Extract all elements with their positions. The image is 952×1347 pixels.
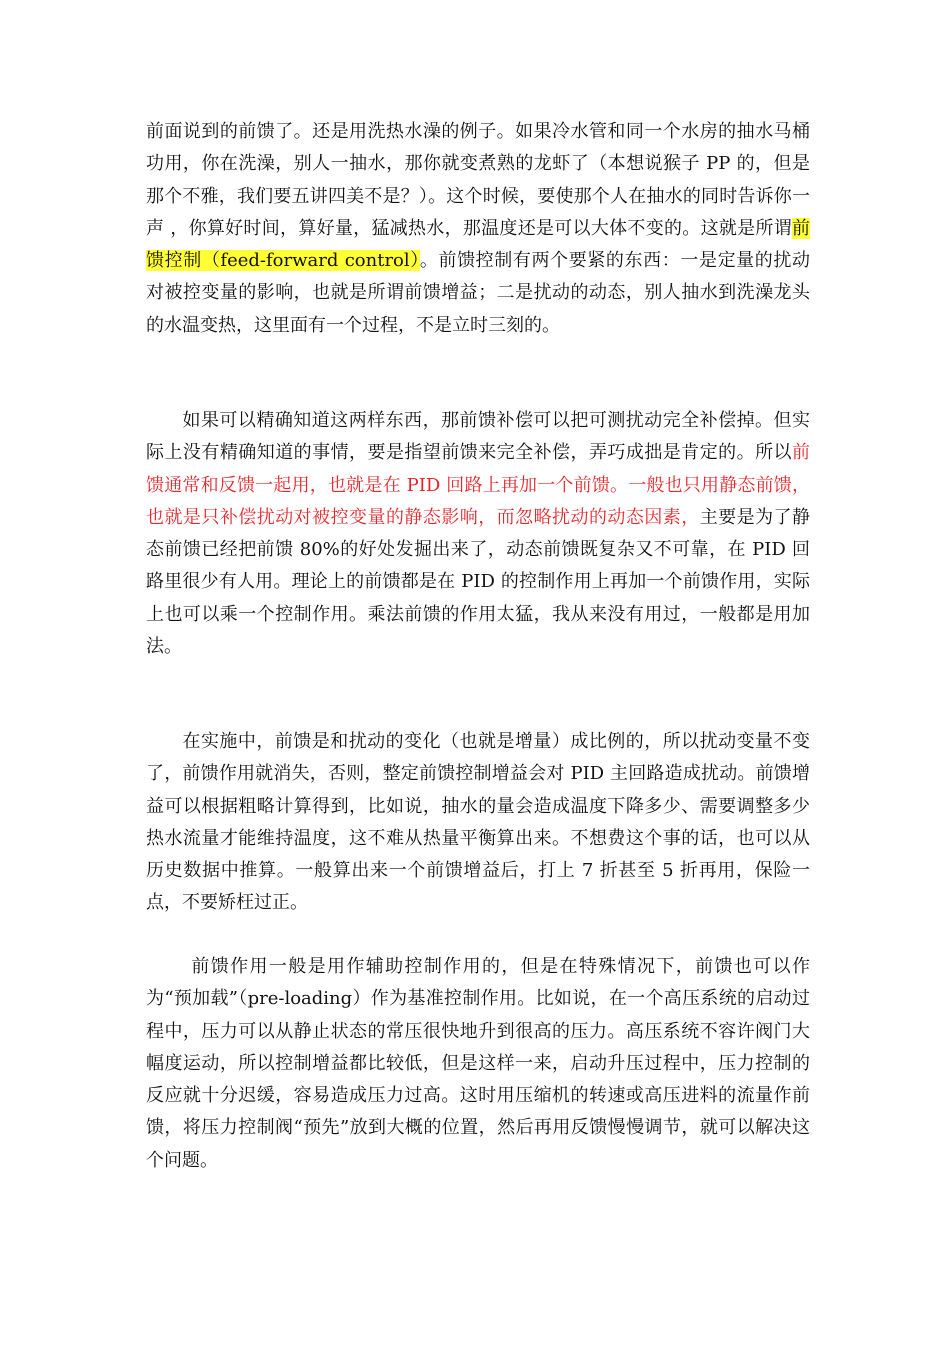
paragraph-2-text-b: 主要是为了静态前馈已经把前馈 80%的好处发掘出来了，动态前馈既复杂又不可靠，在 PID 回路里很少有人用。理论上的前馈都是在 PID 的控制作用上再加一个前馈作用，实际上也可以乘一个控制作用。乘法前馈的作用太猛，我从来没有用过，一般都是用加法。	[146, 506, 811, 658]
paragraph-1-text-a: 前面说到的前馈了。还是用洗热水澡的例子。如果冷水管和同一个水房的抽水马桶功用，你在洗澡，别人一抽水，那你就变煮熟的龙虾了（本想说猴子 PP 的，但是那个不雅，我们要五讲四美不是？）。这个时候，要使那个人在抽水的同时告诉你一声 ，你算好时间，算好量，猛减热水，那温度还是可以大体不变的。这就是所谓	[146, 121, 810, 239]
paragraph-2-text-a: 如果可以精确知道这两样东西，那前馈补偿可以把可测扰动完全补偿掉。但实际上没有精确知道的事情，要是指望前馈来完全补偿，弄巧成拙是肯定的。所以	[146, 410, 810, 464]
red-emphasis-text: 前馈通常和反馈一起用，也就是在 PID 回路上再加一个前馈。一般也只用静态前馈，也就是只补偿扰动对被控变量的静态影响，而忽略扰动的动态因素，	[146, 442, 810, 528]
paragraph-3-text: 在实施中，前馈是和扰动的变化（也就是增量）成比例的，所以扰动变量不变了，前馈作用就消失，否则，整定前馈控制增益会对 PID 主回路造成扰动。前馈增益可以根据粗略计算得到，比如说，抽水的量会造成温度下降多少、需要调整多少热水流量才能维持温度，这不难从热量平衡算出来。不想费这个事的话，也可以从历史数据中推算。一般算出来一个前馈增益后，打上 7 折甚至 5 折再用，保险一点，不要矫枉过正。	[146, 731, 810, 914]
paragraph-4-text: 前馈作用一般是用作辅助控制作用的，但是在特殊情况下，前馈也可以作为“预加载”（pre-loading）作为基准控制作用。比如说，在一个高压系统的启动过程中，压力可以从静止状态的常压很快地升到很高的压力。高压系统不容许阀门大幅度运动，所以控制增益都比较低，但是这样一来，启动升压过程中，压力控制的反应就十分迟缓，容易造成压力过高。这时用压缩机的转速或高压进料的流量作前馈，将压力控制阀“预先”放到大概的位置，然后再用反馈慢慢调节，就可以解决这个问题。	[146, 956, 810, 1171]
paragraph-4	[146, 951, 810, 1177]
paragraph-3	[146, 726, 810, 920]
highlighted-term: 前馈控制（feed-forward control）	[146, 217, 810, 272]
paragraph-2	[146, 405, 810, 663]
paragraph-1	[146, 116, 810, 342]
paragraph-1-text-b: 。前馈控制有两个要紧的东西：一是定量的扰动对被控变量的影响，也就是所谓前馈增益；二是扰动的动态，别人抽水到洗澡龙头的水温变热，这里面有一个过程，不是立时三刻的。	[146, 250, 810, 336]
